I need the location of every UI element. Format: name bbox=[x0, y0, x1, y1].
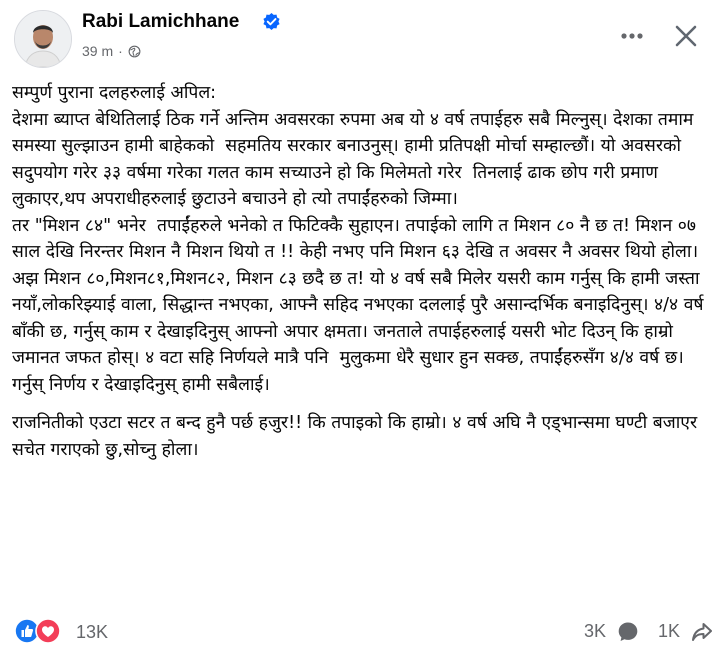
author-avatar[interactable] bbox=[14, 10, 72, 68]
post-meta bbox=[82, 43, 141, 59]
post-text-paragraph: राजनितीको एउटा सटर त बन्द हुनै पर्छ हजुर!! कि तपाइको कि हाम्रो। ४ वर्ष अघि नै एड्भान्समा घण्टी बजाएर सचेत गराएको छु,सोच्नु होला। bbox=[12, 413, 703, 460]
comment-icon[interactable] bbox=[616, 620, 640, 644]
meta-separator: · bbox=[118, 43, 123, 59]
globe-icon bbox=[128, 45, 141, 58]
author-name[interactable]: Rabi Lamichhane bbox=[82, 11, 240, 32]
reactions-count[interactable]: 13K bbox=[76, 622, 109, 642]
post-time[interactable]: 39 m bbox=[82, 43, 114, 59]
post-body bbox=[12, 80, 718, 463]
verified-badge-icon bbox=[262, 12, 281, 31]
more-options-button[interactable] bbox=[618, 22, 646, 50]
close-button[interactable] bbox=[670, 20, 702, 52]
post-text-paragraph: सम्पुर्ण पुराना दलहरुलाई अपिल: देशमा ब्याप्त बेथितिलाई ठिक गर्ने अन्तिम अवसरका रुपमा अब यो ४ वर्ष तपाईहरु सबै मिल्नुस्। देशका तमाम समस्या सुल्झाउन हामी बाहेकको सहमतिय सरकार बनाउनुस्। हामी प्रतिपक्षी मोर्चा सम्हाल्छौं। यो अवसरको सदुपयोग गरेर ३३ वर्षमा गरेका गलत काम सच्याउने हो कि मिलेमतो गरेर तिनलाई ढाक छोप गरी प्रमाण लुकाएर,थप अपराधीहरुलाई छुटाउने बचाउने हो त्यो तपाईंहरुको जिम्मा। तर "मिशन ८४" भनेर तपाईंहरुले भनेको त फिटिक्कै सुहाएन। तपाईको लागि त मिशन ८० नै छ त! मिशन ०७ साल देखि निरन्तर मिशन नै मिशन थियो त !! केही नभए पनि मिशन ६३ देखि त अवसर नै अवसर थियो होला। अझ मिशन ८०,मिशन८१,मिशन८२, मिशन ८३ छदै छ त! यो ४ वर्ष सबै मिलेर यसरी काम गर्नुस् कि हामी जस्ता नयाँ,लोकरिझ्याई वाला, सिद्धान्त नभएका, आफ्नै सहिद नभएका दललाई पुरै असान्दर्भिक बनाइदिनुस्। ४/४ वर्ष बाँकी छ, गर्नुस् काम र देखाइदिनुस् आफ्नो अपार क्षमता। जनताले तपाईहरुलाई यसरी भोट दिउन् कि हाम्रो जमानत जफत होस्। ४ वटा सहि निर्णयले मात्रै पनि मुलुकमा धेरै सुधार हुन सक्छ, तपाईंहरुसँग ४/४ वर्ष छ। गर्नुस् निर्णय र देखाइदिनुस् हामी सबैलाई। bbox=[12, 83, 704, 395]
post-header bbox=[0, 0, 728, 80]
post-footer bbox=[0, 612, 728, 652]
shares-count[interactable]: 1K bbox=[658, 621, 681, 641]
share-icon[interactable] bbox=[690, 620, 714, 644]
comments-count[interactable]: 3K bbox=[584, 621, 607, 641]
love-reaction-icon bbox=[35, 618, 61, 644]
